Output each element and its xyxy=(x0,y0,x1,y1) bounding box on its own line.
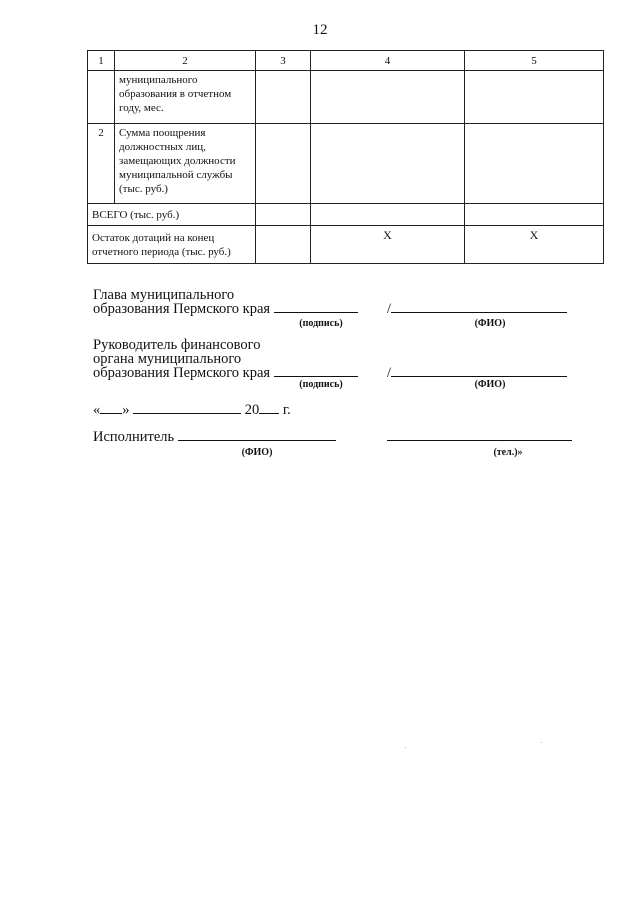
slash: / xyxy=(387,365,392,381)
executor-phone-field xyxy=(387,430,572,444)
head-fio-field xyxy=(387,302,567,316)
executor-phone-line[interactable] xyxy=(387,440,572,441)
date-field xyxy=(93,403,291,417)
finance-title-text: образования Пермского края xyxy=(93,365,271,381)
finance-fio-field xyxy=(387,366,567,380)
finance-title-line1: Руководитель финансового xyxy=(93,337,261,353)
finance-fio-line[interactable] xyxy=(391,376,567,377)
date-open-quote: « xyxy=(93,402,101,418)
row-bonus-text: Сумма поощрения должностных лиц, замещающих должности муниципальной службы (тыс. руб.) xyxy=(115,124,256,204)
date-year-prefix: 20 xyxy=(244,402,260,418)
table-cell xyxy=(88,71,115,124)
row-continuation-text: муниципального образования в отчетном году, мес. xyxy=(115,71,256,124)
caption-fio: (ФИО) xyxy=(241,447,273,458)
column-header-4: 4 xyxy=(311,51,465,71)
table-cell xyxy=(256,226,311,264)
finance-signature-line[interactable] xyxy=(274,376,358,377)
date-year-line[interactable] xyxy=(259,413,279,414)
date-month-line[interactable] xyxy=(133,413,241,414)
table-row xyxy=(88,71,604,124)
table-cell xyxy=(256,71,311,124)
table-header-row xyxy=(88,51,604,71)
head-title-text: образования Пермского края xyxy=(93,301,271,317)
finance-title-line3 xyxy=(93,366,358,380)
date-day-line[interactable] xyxy=(100,413,122,414)
balance-label: Остаток дотаций на конец отчетного периода (тыс. руб.) xyxy=(88,226,256,264)
column-header-2: 2 xyxy=(115,51,256,71)
balance-col4-mark: X xyxy=(311,226,465,264)
table-row-balance xyxy=(88,226,604,264)
caption-signature: (подпись) xyxy=(299,379,343,390)
caption-fio: (ФИО) xyxy=(474,318,506,329)
table-cell xyxy=(256,204,311,226)
caption-fio: (ФИО) xyxy=(474,379,506,390)
slash: / xyxy=(387,301,392,317)
date-close-quote: » xyxy=(122,402,130,418)
caption-signature: (подпись) xyxy=(299,318,343,329)
head-signature-line[interactable] xyxy=(274,312,358,313)
table-cell xyxy=(465,124,604,204)
executor-label: Исполнитель xyxy=(93,429,175,445)
total-label: ВСЕГО (тыс. руб.) xyxy=(88,204,256,226)
table-row xyxy=(88,124,604,204)
table-cell xyxy=(465,204,604,226)
table-cell xyxy=(465,71,604,124)
table-cell xyxy=(311,124,465,204)
head-title-line2 xyxy=(93,302,358,316)
table-row-total xyxy=(88,204,604,226)
table-cell xyxy=(311,71,465,124)
column-header-5: 5 xyxy=(465,51,604,71)
balance-col5-mark: X xyxy=(465,226,604,264)
column-header-1: 1 xyxy=(88,51,115,71)
caption-phone: (тел.)» xyxy=(493,447,523,458)
column-header-3: 3 xyxy=(256,51,311,71)
report-table xyxy=(87,50,604,264)
scan-speck xyxy=(541,742,542,743)
row-number: 2 xyxy=(88,124,115,204)
executor-field xyxy=(93,430,336,444)
finance-title-line2: органа муниципального xyxy=(93,351,242,367)
scan-speck xyxy=(405,747,406,748)
executor-fio-line[interactable] xyxy=(178,440,336,441)
table-cell xyxy=(256,124,311,204)
date-year-suffix: г. xyxy=(282,402,291,418)
page-number: 12 xyxy=(312,22,328,38)
table-cell xyxy=(311,204,465,226)
head-title-line1: Глава муниципального xyxy=(93,287,235,303)
head-fio-line[interactable] xyxy=(391,312,567,313)
